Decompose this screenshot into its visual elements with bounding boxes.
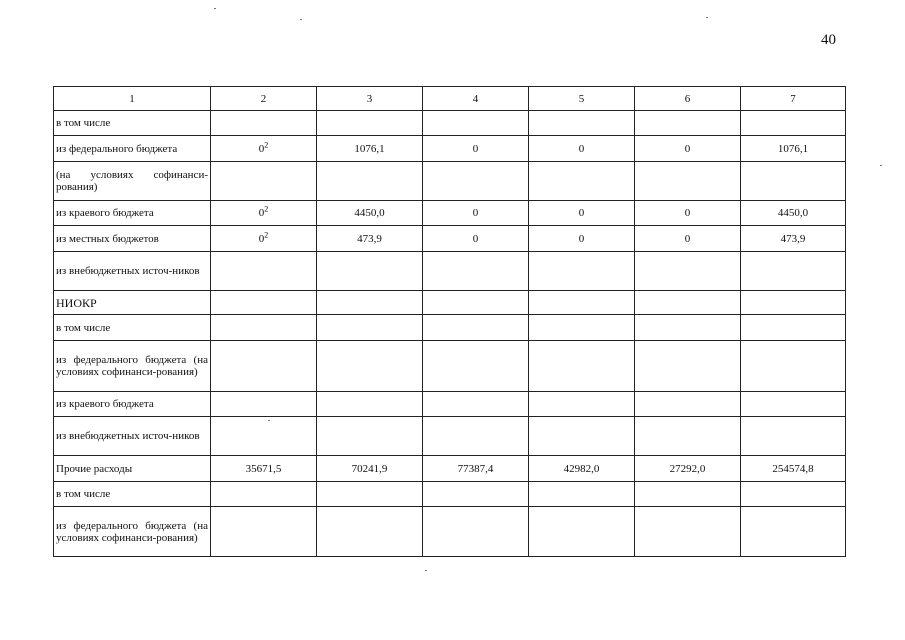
table-row [54, 417, 846, 456]
table-row [54, 482, 846, 507]
table-cell: 0 [635, 226, 741, 252]
table-cell: 0 [423, 226, 529, 252]
table-cell [317, 392, 423, 417]
budget-table [53, 86, 846, 557]
table-cell [211, 392, 317, 417]
table-cell: 0 [529, 136, 635, 162]
row-label: Прочие расходы [54, 456, 211, 482]
table-cell [211, 226, 317, 252]
table-cell: 77387,4 [423, 456, 529, 482]
table-cell [423, 315, 529, 341]
row-label: из краевого бюджета [54, 201, 211, 226]
table-cell [211, 136, 317, 162]
table-cell [211, 482, 317, 507]
page-number: 40 [821, 32, 836, 48]
row-label: из краевого бюджета [54, 392, 211, 417]
table-row [54, 252, 846, 291]
table-cell [741, 507, 846, 557]
column-header: 7 [741, 87, 846, 111]
table-cell [211, 417, 317, 456]
table-cell: 0 [423, 201, 529, 226]
table-cell [635, 341, 741, 392]
table-cell [423, 291, 529, 315]
table-cell: 473,9 [317, 226, 423, 252]
table-cell [741, 291, 846, 315]
column-header: 4 [423, 87, 529, 111]
column-header: 2 [211, 87, 317, 111]
table-cell [741, 252, 846, 291]
table-cell [423, 417, 529, 456]
table-cell [423, 392, 529, 417]
table-cell [317, 111, 423, 136]
table-cell [529, 482, 635, 507]
table-cell: 27292,0 [635, 456, 741, 482]
table-cell [423, 507, 529, 557]
table-row [54, 136, 846, 162]
table-cell [741, 417, 846, 456]
table-cell [423, 252, 529, 291]
table-cell [529, 315, 635, 341]
table-cell [211, 291, 317, 315]
cell-value: 0 [258, 207, 265, 219]
table-cell: 0 [529, 201, 635, 226]
table-cell [635, 111, 741, 136]
table-row [54, 341, 846, 392]
table-cell [741, 162, 846, 201]
table-cell [529, 507, 635, 557]
table-cell [741, 315, 846, 341]
cell-value: 0 [258, 142, 265, 155]
scan-speck [880, 165, 882, 166]
table-cell: 473,9 [741, 226, 846, 252]
table-cell [317, 507, 423, 557]
row-label: в том числе [54, 111, 211, 136]
row-label: в том числе [54, 482, 211, 507]
table-cell [635, 417, 741, 456]
table-cell [635, 482, 741, 507]
table-cell [529, 417, 635, 456]
table-cell [211, 315, 317, 341]
table-cell [317, 162, 423, 201]
row-label: из федерального бюджета (на условиях софинанси-рования) [54, 341, 211, 392]
table-cell [211, 341, 317, 392]
column-header: 1 [54, 87, 211, 111]
table-cell [529, 252, 635, 291]
row-label: из внебюджетных источ-ников [54, 252, 211, 291]
table-cell [635, 252, 741, 291]
table-row [54, 291, 846, 315]
table-cell: 254574,8 [741, 456, 846, 482]
table-cell [211, 111, 317, 136]
table-cell [741, 482, 846, 507]
table-row [54, 226, 846, 252]
table-cell [635, 315, 741, 341]
scan-speck [300, 19, 302, 20]
row-label: в том числе [54, 315, 211, 341]
table-header-row [54, 87, 846, 111]
table-cell: 0 [635, 201, 741, 226]
row-label: (на условиях софинанси-рования) [54, 162, 211, 201]
table-cell: 42982,0 [529, 456, 635, 482]
table-cell [423, 482, 529, 507]
table-cell [211, 162, 317, 201]
table-row [54, 162, 846, 201]
table-cell [211, 252, 317, 291]
column-header: 3 [317, 87, 423, 111]
table-cell [635, 507, 741, 557]
table-cell: 1076,1 [741, 136, 846, 162]
table-cell [211, 507, 317, 557]
table-cell [317, 315, 423, 341]
table-cell: 0 [529, 226, 635, 252]
table-row [54, 111, 846, 136]
table-cell [529, 291, 635, 315]
cell-value: 0 [258, 232, 265, 245]
scan-speck [214, 8, 216, 9]
table-cell: 0 [423, 136, 529, 162]
table-row [54, 201, 846, 226]
table-cell [741, 341, 846, 392]
table-cell [211, 201, 317, 226]
table-cell [741, 111, 846, 136]
table-cell [317, 482, 423, 507]
table-cell [317, 417, 423, 456]
scan-speck [706, 17, 708, 18]
table-cell: 35671,5 [211, 456, 317, 482]
table-cell: 4450,0 [317, 201, 423, 226]
table-cell [635, 291, 741, 315]
table-cell: 4450,0 [741, 201, 846, 226]
table-row [54, 315, 846, 341]
column-header: 5 [529, 87, 635, 111]
table-cell [529, 392, 635, 417]
table-cell [317, 291, 423, 315]
table-cell [317, 252, 423, 291]
table-cell [529, 162, 635, 201]
footnote-mark: 2 [264, 139, 269, 149]
table-cell [741, 392, 846, 417]
table-cell: 70241,9 [317, 456, 423, 482]
footnote-mark: 2 [264, 204, 269, 214]
row-label: из федерального бюджета (на условиях софинанси-рования) [54, 507, 211, 557]
table-cell [635, 162, 741, 201]
row-label: из местных бюджетов [54, 226, 211, 252]
table-cell [423, 162, 529, 201]
footnote-mark: 2 [264, 229, 269, 239]
table-row [54, 456, 846, 482]
table-row [54, 392, 846, 417]
table-cell [635, 392, 741, 417]
column-header: 6 [635, 87, 741, 111]
row-label: из внебюджетных источ-ников [54, 417, 211, 456]
table-cell [423, 111, 529, 136]
scan-speck [425, 570, 427, 571]
row-label: НИОКР [54, 291, 211, 315]
table-cell: 1076,1 [317, 136, 423, 162]
table-cell [529, 111, 635, 136]
table-cell [529, 341, 635, 392]
scan-speck [268, 420, 270, 421]
table-row [54, 507, 846, 557]
table-cell [317, 341, 423, 392]
row-label: из федерального бюджета [54, 136, 211, 162]
table-cell: 0 [635, 136, 741, 162]
table-cell [423, 341, 529, 392]
